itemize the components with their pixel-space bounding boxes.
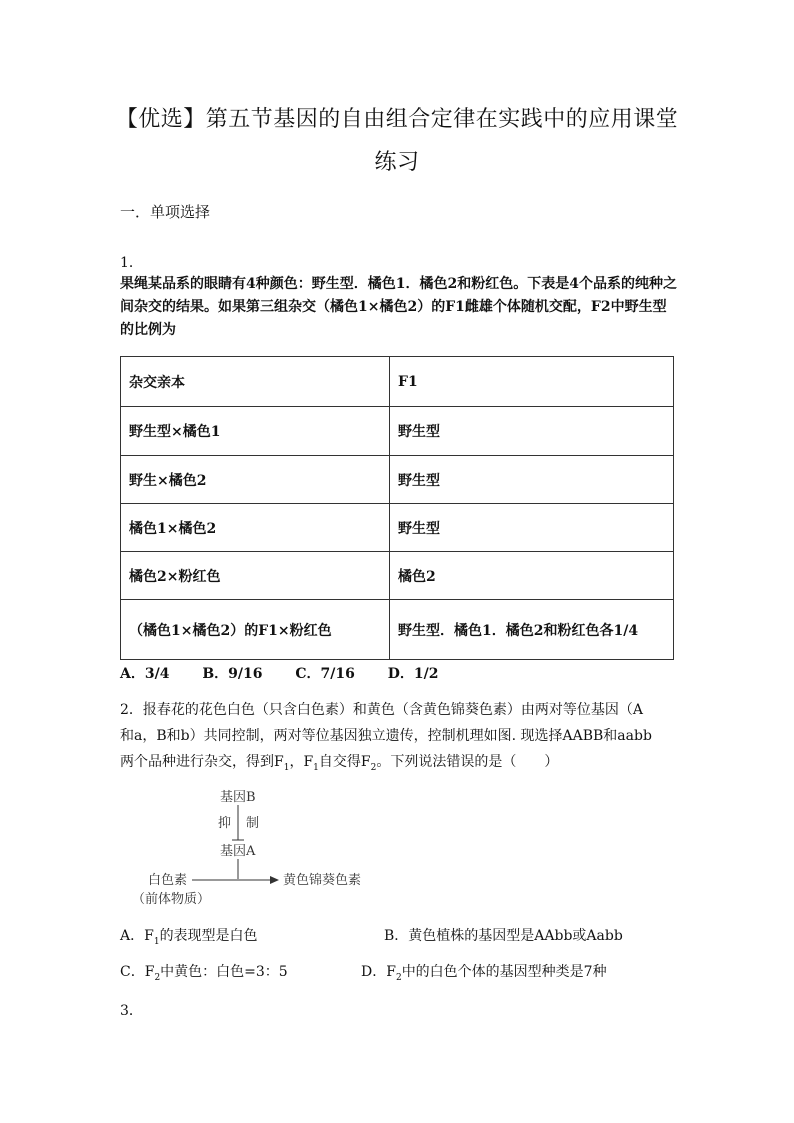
subscript: 1 [313, 762, 319, 773]
table-cell: 野生型 [390, 456, 674, 504]
text: D．F [361, 964, 396, 980]
text: 中的白色个体的基因型种类是7种 [401, 964, 607, 980]
subscript: 2 [395, 972, 402, 983]
option-d[interactable]: D．1/2 [387, 666, 439, 682]
question-2-line-2: 和a，B和b）共同控制，两对等位基因独立遗传，控制机理如图. 现选择AABB和aabb [120, 728, 652, 744]
option-b[interactable]: B．9/16 [202, 666, 263, 682]
section-heading: 一．单项选择 [120, 203, 211, 221]
table-cell: （橘色1×橘色2）的F1×粉红色 [121, 600, 390, 660]
option-a[interactable]: A．3/4 [120, 666, 170, 682]
text: 的表现型是白色 [159, 928, 258, 944]
inhibit-label-1: 抑 [218, 816, 232, 831]
text: 中黄色：白色=3：5 [160, 964, 288, 980]
question-1-stem: 果绳某品系的眼睛有4种颜色：野生型．橘色1．橘色2和粉红色。下表是4个品系的纯种之间杂交的结果。如果第三组杂交（橘色1×橘色2）的F1雌雄个体随机交配，F2中野生型的比例为 [120, 276, 677, 338]
subscript: 2 [370, 762, 377, 773]
question-2-option-a[interactable] [120, 925, 258, 947]
table-header-cell: 杂交亲本 [121, 357, 390, 407]
subscript: 1 [283, 762, 290, 773]
gene-b-label: 基因B [220, 790, 256, 805]
table-cell: 橘色1×橘色2 [121, 504, 390, 552]
question-2-line-1: 2．报春花的花色白色（只含白色素）和黄色（含黄色锦葵色素）由两对等位基因（A [120, 702, 644, 718]
table-row [121, 504, 674, 552]
question-2-option-d[interactable] [361, 961, 607, 983]
subscript: 2 [154, 972, 161, 983]
arrow-head-icon [270, 876, 279, 884]
precursor-label: （前体物质） [132, 892, 211, 907]
table-row [121, 456, 674, 504]
text: 两个品种进行杂交，得到F [120, 754, 284, 770]
yellow-pigment-label: 黄色锦葵色素 [283, 873, 362, 888]
gene-a-label: 基因A [220, 844, 256, 859]
table-cell: 橘色2×粉红色 [121, 552, 390, 600]
option-c[interactable]: C．7/16 [295, 666, 355, 682]
table-cell: 野生型×橘色1 [121, 407, 390, 456]
cross-result-table [120, 356, 674, 660]
question-2-line-3 [120, 749, 690, 781]
white-pigment-label: 白色素 [148, 873, 188, 888]
question-2-stem [120, 697, 690, 781]
table-header-cell: F1 [390, 357, 674, 407]
subscript: 1 [153, 936, 160, 947]
text: 自交得F [318, 754, 371, 770]
page-title-line-1: 【优选】第五节基因的自由组合定律在实践中的应用课堂 [115, 107, 679, 132]
inhibit-label-2: 制 [246, 816, 260, 831]
text: ，F [289, 754, 314, 770]
table-cell: 野生型 [390, 504, 674, 552]
table-cell: 野生×橘色2 [121, 456, 390, 504]
text: C．F [120, 964, 155, 980]
table-row [121, 600, 674, 660]
question-1-options [120, 663, 465, 683]
question-2-option-b[interactable]: B．黄色植株的基因型是AAbb或Aabb [384, 928, 623, 944]
question-3-number: 3． [120, 1003, 143, 1019]
table-row [121, 407, 674, 456]
table-row [121, 552, 674, 600]
pigment-pathway-diagram [130, 783, 390, 908]
table-header-row [121, 357, 674, 407]
text: 。下列说法错误的是（ ） [376, 754, 559, 770]
question-1-number: 1． [120, 255, 143, 271]
page-title-line-2: 练习 [374, 150, 420, 175]
table-cell: 橘色2 [390, 552, 674, 600]
question-2-option-c[interactable] [120, 961, 288, 983]
text: A．F [120, 928, 154, 944]
table-cell: 野生型 [390, 407, 674, 456]
table-cell: 野生型．橘色1．橘色2和粉红色各1/4 [390, 600, 674, 660]
